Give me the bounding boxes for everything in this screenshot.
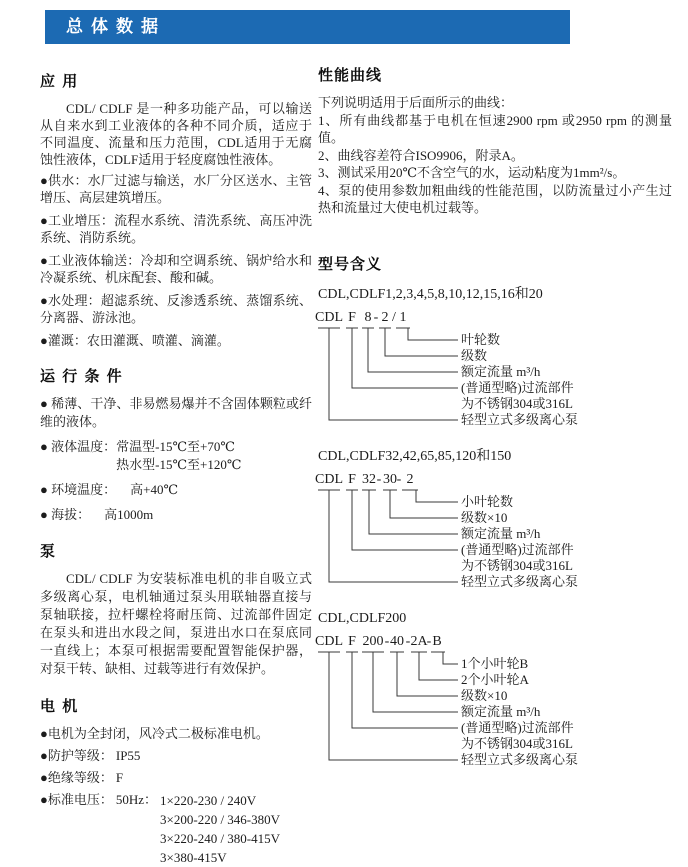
application-heading: 应 用 — [40, 72, 79, 90]
bullet-item: ●工业增压：流程水系统、清洗系统、高压冲洗系统、消防系统。 — [40, 213, 312, 245]
ambient-temperature-label: ● 环境温度： — [40, 482, 117, 497]
header-banner — [45, 10, 570, 44]
model-code-label: 级数 — [461, 347, 488, 363]
model-code-label: (普通型略)过流部件 — [461, 541, 574, 557]
operating-heading: 运 行 条 件 — [40, 367, 123, 385]
model-code-token: 2A — [410, 633, 428, 649]
altitude-label: ● 海拔： — [40, 507, 91, 522]
model-code-token: CDL — [315, 309, 343, 325]
operating-bullet-liquid: ● 稀薄、干净、非易燃易爆并不含固体颗粒或纤维的液体。 — [40, 396, 312, 429]
operating-conditions-section — [40, 365, 312, 524]
voltage-item: 3×200-220 / 346-380V — [160, 812, 281, 827]
application-bullets — [40, 172, 312, 349]
performance-curves-section — [318, 64, 672, 217]
altitude-value: 高1000m — [104, 507, 154, 522]
model-code-token: F — [348, 309, 356, 325]
model-code-token: - — [426, 633, 432, 649]
model-code-token: / — [392, 309, 396, 325]
curves-note: 2、曲线容差符合ISO9906，附录A。 — [318, 147, 524, 163]
curves-heading: 性能曲线 — [318, 66, 383, 84]
liquid-temperature-values — [116, 438, 241, 474]
model-code-label: 额定流量 m³/h — [461, 703, 541, 719]
pump-section — [40, 540, 312, 678]
model-code-label: (普通型略)过流部件 — [461, 719, 574, 735]
model-code-label: 为不锈钢304或316L — [461, 735, 573, 751]
model-code-token: 40 — [390, 633, 404, 649]
model-code-label: 叶轮数 — [461, 331, 501, 347]
curves-note: 4、泵的使用参数加粗曲线的性能范围，以防流量过小产生过热和流量过大使电机过载等。 — [318, 182, 672, 215]
voltage-list — [160, 791, 280, 867]
voltage-item: 3×220-240 / 380-415V — [160, 831, 281, 846]
model-code-token: 2 — [381, 309, 389, 325]
model-code-token: 30 — [383, 471, 397, 487]
pump-description: CDL/ CDLF 为安装标准电机的非自吸立式多级离心泵，电机轴通过泵头用联轴器直接与泵轴联接，拉杆螺栓将耐压筒、过流部件固定在泵头和进出水段之间，泵进出水口在泵底同一直线上；本泵可根据需要配置智能保护器，对泵干转、缺相、过载等进行有效保护。 — [40, 571, 312, 676]
liquid-temperature-row — [40, 438, 312, 474]
model-code-label: 轻型立式多级离心泵 — [461, 411, 579, 427]
model-code-token: 32 — [362, 471, 376, 487]
bullet-item: ●工业液体输送：冷却和空调系统、锅炉给水和冷凝系统、机床配套、酸和碱。 — [40, 253, 312, 285]
page-title: 总体数据 — [66, 17, 166, 37]
protection-class-row — [40, 747, 312, 765]
bullet-item: ●水处理：超滤系统、反渗透系统、蒸馏系统、分离器、游泳池。 — [40, 293, 312, 325]
model-code-label: 2个小叶轮A — [461, 671, 529, 687]
right-column — [315, 56, 672, 772]
insulation-class-label: ●绝缘等级： — [40, 770, 113, 785]
curves-note: 3、测试采用20℃不含空气的水，运动粘度为1mm²/s。 — [318, 165, 626, 180]
model-designation-section — [315, 253, 672, 772]
pump-heading: 泵 — [40, 542, 57, 560]
curves-intro: 下列说明适用于后面所示的曲线： — [318, 95, 514, 110]
altitude-row — [40, 506, 312, 524]
model-code-label: 额定流量 m³/h — [461, 525, 541, 541]
protection-class-value: IP55 — [115, 748, 141, 763]
protection-class-label: ●防护等级： — [40, 748, 113, 763]
model-code-label: 级数×10 — [461, 687, 508, 703]
voltage-item: 3×380-415V — [160, 850, 227, 865]
standard-voltage-row — [40, 791, 312, 867]
model-code-token: F — [348, 471, 356, 487]
frequency-label: 50Hz： — [115, 792, 158, 807]
model-code-token: CDL — [315, 471, 343, 487]
model-code-token: - — [373, 309, 379, 325]
left-column — [40, 60, 312, 867]
liquid-temp-hot: 热水型-15℃至+120℃ — [116, 457, 242, 472]
curves-note: 1、所有曲线都基于电机在恒速2900 rpm 或2950 rpm 的测量值。 — [318, 112, 672, 145]
model-code-token: 200 — [362, 633, 384, 649]
model-code-token: - — [384, 633, 390, 649]
model-code-token: - — [376, 471, 382, 487]
model-code-token: 1 — [399, 309, 407, 325]
voltage-item: 1×220-230 / 240V — [160, 793, 257, 808]
model-code-token: F — [348, 633, 356, 649]
insulation-class-row — [40, 769, 312, 787]
model-code-token: - — [405, 633, 411, 649]
model-code-label: (普通型略)过流部件 — [461, 379, 574, 395]
motor-bullet-general: ●电机为全封闭，风冷式二极标准电机。 — [40, 726, 269, 741]
model-code-label: 轻型立式多级离心泵 — [461, 751, 579, 767]
ambient-temperature-row — [40, 481, 312, 499]
model-heading: 型号含义 — [318, 254, 383, 273]
ambient-temperature-value: 高+40℃ — [130, 482, 178, 497]
model-code-label: 小叶轮数 — [461, 493, 514, 509]
model-code-label: 额定流量 m³/h — [461, 363, 541, 379]
standard-voltage-label: ●标准电压： — [40, 792, 113, 807]
model-code-diagram — [315, 309, 672, 432]
model-code-label: 1个小叶轮B — [461, 655, 529, 671]
liquid-temperature-label: ● 液体温度： — [40, 439, 117, 454]
model-series-title: CDL,CDLF32,42,65,85,120和150 — [318, 448, 512, 464]
application-section — [40, 70, 312, 349]
model-series-title: CDL,CDLF200 — [318, 610, 407, 626]
motor-section — [40, 695, 312, 867]
model-code-token: 8 — [364, 309, 372, 325]
bullet-item: ●灌溉：农田灌溉、喷灌、滴灌。 — [40, 333, 230, 348]
insulation-class-value: F — [115, 770, 124, 785]
bullet-item: ●供水：水厂过滤与输送，水厂分区送水、主管增压、高层建筑增压。 — [40, 173, 312, 205]
model-code-label: 为不锈钢304或316L — [461, 557, 573, 573]
application-intro: CDL/ CDLF 是一种多功能产品，可以输送从自来水到工业液体的各种不同介质，适应于不同温度、流量和压力范围，CDL适用于无腐蚀性液体，CDLF适用于轻度腐蚀性液体。 — [40, 101, 312, 167]
model-code-label: 为不锈钢304或316L — [461, 395, 573, 411]
model-code-token: CDL — [315, 633, 343, 649]
model-code-diagram — [315, 633, 672, 772]
model-code-label: 轻型立式多级离心泵 — [461, 573, 579, 589]
motor-heading: 电 机 — [40, 697, 79, 715]
model-code-token: 2 — [406, 471, 414, 487]
liquid-temp-normal: 常温型-15℃至+70℃ — [116, 439, 235, 454]
model-code-label: 级数×10 — [461, 509, 508, 525]
model-code-token: - — [396, 471, 402, 487]
model-code-token: B — [432, 633, 442, 649]
model-series-title: CDL,CDLF1,2,3,4,5,8,10,12,15,16和20 — [318, 286, 543, 302]
model-code-diagram — [315, 471, 672, 594]
